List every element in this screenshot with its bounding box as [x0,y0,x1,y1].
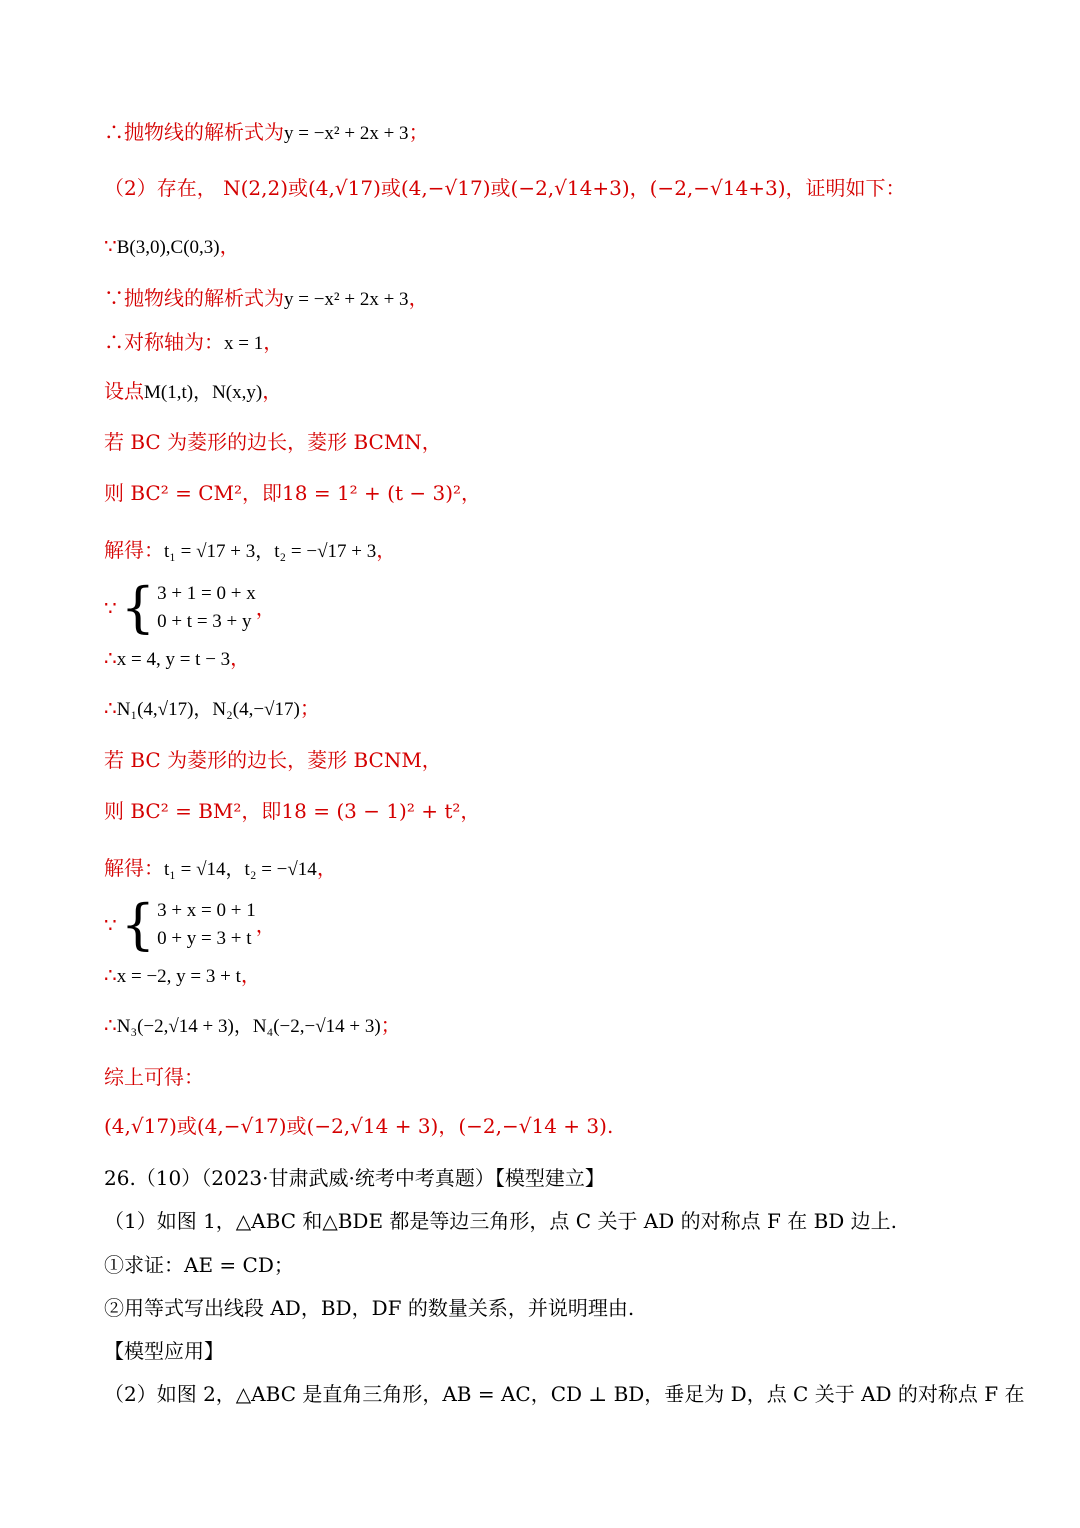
answer-line-5: ∴对称轴为：x = 1， [104,330,284,354]
answer-line-2: （2）存在， N(2,2)或(4,√17)或(4,−√17)或(−2,√14+3)，(−2,−√14+3)，证明如下： [104,176,906,200]
answer-line-7: 若 BC 为菱形的边长，菱形 BCMN， [104,430,442,454]
therefore-symbol: ∴ [104,963,117,987]
system-equation: 3 + 1 = 0 + x [157,583,256,604]
question-part-1: （1）如图 1，△ABC 和△BDE 都是等边三角形，点 C 关于 AD 的对称点 F 在 BD 边上. [104,1209,898,1233]
answer-line-3: ∵B(3,0),C(0,3)， [104,234,240,258]
therefore-symbol: ∴ [104,696,117,720]
therefore-symbol: ∴ [104,1013,117,1037]
answer-line-11: ∴x = 4, y = t − 3， [104,646,251,670]
because-symbol: ∵ [104,234,117,258]
answer-system-2: ∵ { 3 + x = 0 + 1 0 + y = 3 + t ， [104,893,276,956]
answer-line-15: 解得：t₁ = √14，t₂ = −√14， [104,856,337,880]
because-symbol: ∵ [104,596,117,620]
answer-line-4: ∵抛物线的解析式为y = −x² + 2x + 3， [104,286,429,310]
system-equation: 0 + t = 3 + y [157,611,252,632]
answer-line-18: ∴N₃(−2,√14 + 3)，N₄(−2,−√14 + 3)； [104,1013,401,1037]
question-heading: 26.（10）（2023·甘肃武威·统考中考真题）【模型建立】 [104,1166,605,1190]
therefore-symbol: ∴ [104,330,124,354]
answer-line-17: ∴x = −2, y = 3 + t， [104,963,261,987]
question-item-1: ①求证：AE = CD； [104,1253,294,1277]
answer-line-14: 则 BC² = BM²，即18 = (3 − 1)² + t²， [104,799,481,823]
therefore-symbol: ∴ [104,646,117,670]
question-part-2: （2）如图 2，△ABC 是直角三角形，AB = AC，CD ⊥ BD，垂足为 D，点 C 关于 AD 的对称点 F 在 [104,1382,1025,1406]
system-equation: 3 + x = 0 + 1 [157,900,256,921]
brace-symbol: { [120,893,156,956]
answer-line-1: ∴抛物线的解析式为y = −x² + 2x + 3； [104,120,429,144]
answer-line-13: 若 BC 为菱形的边长，菱形 BCNM， [104,748,442,772]
answer-line-6: 设点M(1,t)，N(x,y)， [104,379,283,403]
therefore-symbol: ∴ [104,120,124,144]
because-symbol: ∵ [104,286,124,310]
answer-line-12: ∴N₁(4,√17)，N₂(4,−√17)； [104,696,320,720]
answer-line-9: 解得：t₁ = √17 + 3，t₂ = −√17 + 3， [104,538,397,562]
section-heading-model-application: 【模型应用】 [104,1339,224,1363]
question-item-2: ②用等式写出线段 AD，BD，DF 的数量关系，并说明理由. [104,1296,635,1320]
because-symbol: ∵ [104,913,117,937]
answer-line-19: 综上可得： [104,1065,204,1089]
answer-system-1: ∵ { 3 + 1 = 0 + x 0 + t = 3 + y ， [104,576,276,639]
answer-line-8: 则 BC² = CM²，即18 = 1² + (t − 3)²， [104,481,482,505]
answer-line-20: (4,√17)或(4,−√17)或(−2,√14 + 3)，(−2,−√14 + 3). [104,1114,614,1138]
system-equation: 0 + y = 3 + t [157,928,252,949]
brace-symbol: { [120,576,156,639]
